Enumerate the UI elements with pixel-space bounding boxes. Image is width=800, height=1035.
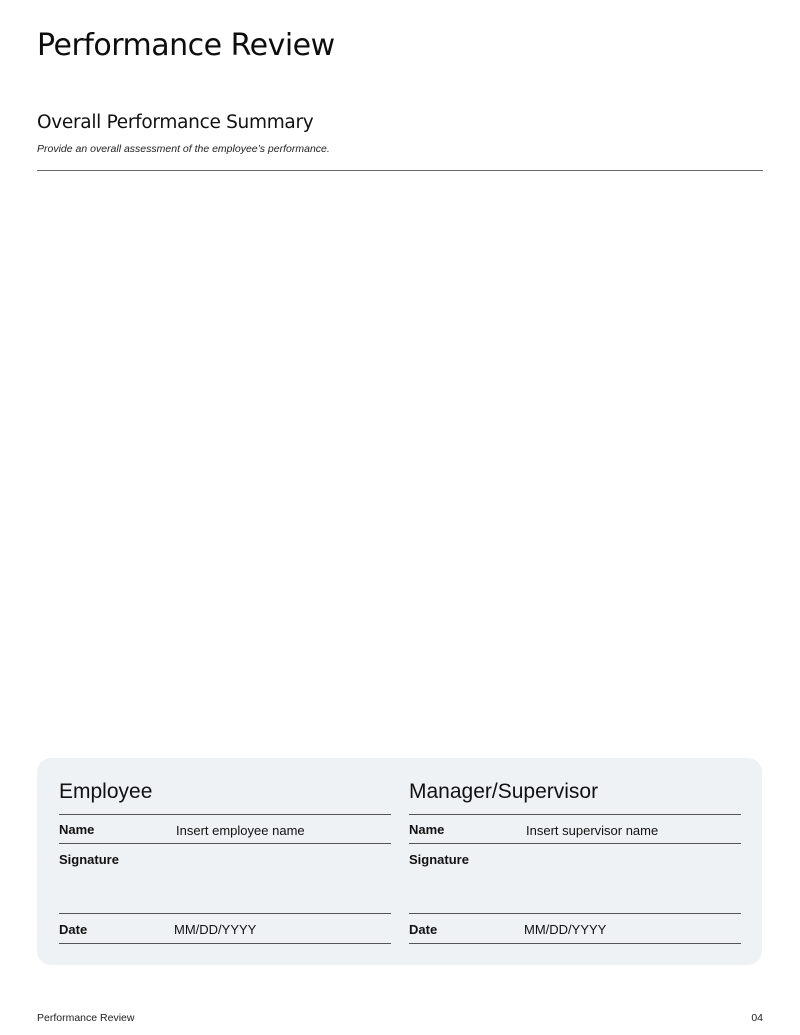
employee-name-field[interactable]: Insert employee name <box>176 823 305 838</box>
manager-name-field[interactable]: Insert supervisor name <box>526 823 659 838</box>
page-title: Performance Review <box>37 28 335 63</box>
footer-document-title: Performance Review <box>37 1012 135 1024</box>
employee-date-field[interactable]: MM/DD/YYYY <box>174 922 257 937</box>
divider <box>409 913 741 914</box>
manager-name-label: Name <box>409 822 445 837</box>
divider <box>409 814 741 815</box>
divider <box>409 943 741 944</box>
divider <box>409 843 741 844</box>
employee-date-label: Date <box>59 922 88 937</box>
divider <box>59 843 391 844</box>
manager-signature-label: Signature <box>409 852 469 867</box>
summary-text-area[interactable] <box>37 172 763 747</box>
divider <box>59 913 391 914</box>
section-description: Provide an overall assessment of the employee’s performance. <box>37 143 330 155</box>
section-title: Overall Performance Summary <box>37 112 314 133</box>
page-number: 04 <box>751 1012 763 1024</box>
section-divider <box>37 170 763 171</box>
manager-date-field[interactable]: MM/DD/YYYY <box>524 922 607 937</box>
employee-signature-field[interactable] <box>59 846 391 912</box>
signature-panel <box>37 758 762 965</box>
manager-heading: Manager/Supervisor <box>409 780 599 803</box>
manager-date-label: Date <box>409 922 438 937</box>
divider <box>59 814 391 815</box>
manager-signature-field[interactable] <box>409 846 741 912</box>
employee-heading: Employee <box>59 780 153 803</box>
employee-name-label: Name <box>59 822 95 837</box>
employee-signature-label: Signature <box>59 852 119 867</box>
divider <box>59 943 391 944</box>
